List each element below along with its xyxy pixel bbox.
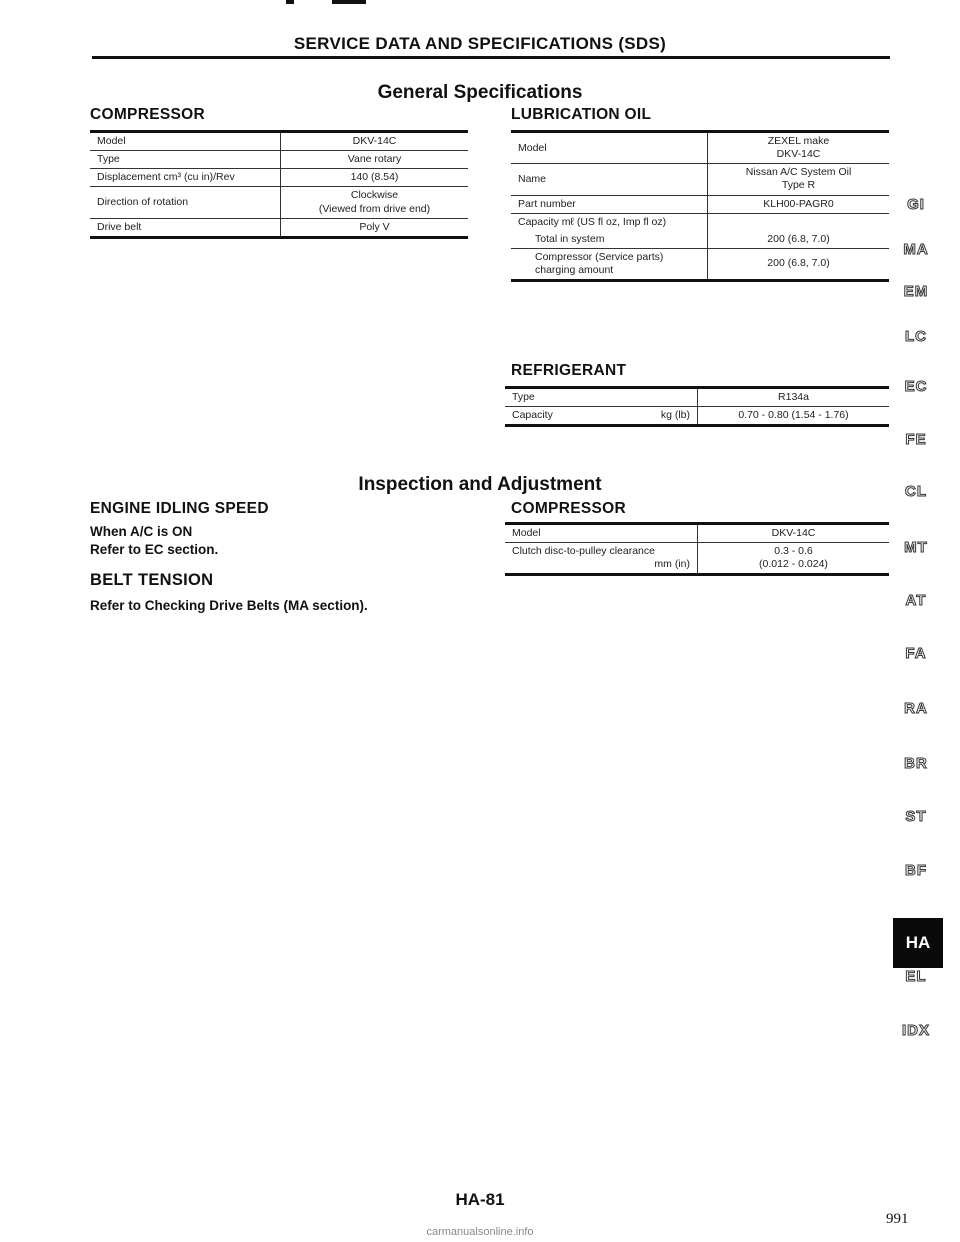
row-label: Drive belt xyxy=(90,218,281,237)
belt-tension-heading: BELT TENSION xyxy=(90,571,214,589)
table-row xyxy=(511,231,889,249)
page-title: SERVICE DATA AND SPECIFICATIONS (SDS) xyxy=(293,34,667,53)
row-value: DKV-14C xyxy=(281,132,469,151)
general-specifications-heading: General Specifications xyxy=(377,82,583,103)
row-label: Type xyxy=(505,388,698,407)
table-row xyxy=(505,543,889,575)
row-value: Clockwise (Viewed from drive end) xyxy=(281,187,469,218)
row-label xyxy=(505,407,698,426)
side-tab-ha-active[interactable]: HA xyxy=(893,918,943,968)
engine-idling-note-line1: When A/C is ON xyxy=(90,524,193,539)
table-row xyxy=(90,218,468,237)
row-value: Poly V xyxy=(281,218,469,237)
inspection-compressor-heading: COMPRESSOR xyxy=(511,500,626,517)
page-number: HA-81 xyxy=(455,1190,505,1209)
table-row xyxy=(511,213,889,231)
row-label: Model xyxy=(505,524,698,543)
row-value: R134a xyxy=(698,388,890,407)
engine-idling-speed-heading: ENGINE IDLING SPEED xyxy=(90,500,269,517)
table-row xyxy=(511,164,889,195)
row-value: Vane rotary xyxy=(281,151,469,169)
compressor-heading: COMPRESSOR xyxy=(90,106,205,123)
side-tab-el[interactable]: EL xyxy=(905,968,927,985)
clearance-label: Clutch disc-to-pulley clearance xyxy=(512,545,655,558)
refrigerant-heading: REFRIGERANT xyxy=(511,362,627,379)
capacity-unit: kg (lb) xyxy=(660,409,690,422)
side-tab-st[interactable]: ST xyxy=(905,808,927,825)
compressor-spec-table xyxy=(90,130,468,239)
row-label: Direction of rotation xyxy=(90,187,281,218)
table-row xyxy=(511,248,889,280)
row-value: 140 (8.54) xyxy=(281,169,469,187)
lubrication-oil-heading: LUBRICATION OIL xyxy=(511,106,652,123)
row-label: Model xyxy=(90,132,281,151)
side-tab-gi[interactable]: GI xyxy=(907,196,925,213)
engine-idling-note-line2: Refer to EC section. xyxy=(90,542,219,557)
row-label: Model xyxy=(511,132,708,164)
table-row xyxy=(505,407,889,426)
row-label: Capacity mℓ (US fl oz, Imp fl oz) xyxy=(511,213,708,231)
side-tab-ma[interactable]: MA xyxy=(903,241,929,258)
row-value: ZEXEL make DKV-14C xyxy=(708,132,890,164)
side-tab-idx[interactable]: IDX xyxy=(901,1022,930,1039)
row-label: Part number xyxy=(511,195,708,213)
side-tab-em[interactable]: EM xyxy=(903,283,929,300)
belt-tension-note: Refer to Checking Drive Belts (MA section). xyxy=(90,598,368,613)
side-tab-fe[interactable]: FE xyxy=(905,431,927,448)
side-tab-at[interactable]: AT xyxy=(905,592,927,609)
row-label: Displacement cm³ (cu in)/Rev xyxy=(90,169,281,187)
sheet-number: 991 xyxy=(886,1211,909,1227)
row-value: Nissan A/C System Oil Type R xyxy=(708,164,890,195)
row-label xyxy=(505,543,698,575)
row-value: 0.3 - 0.6 (0.012 - 0.024) xyxy=(698,543,890,575)
side-tab-cl[interactable]: CL xyxy=(905,483,927,500)
clearance-unit: mm (in) xyxy=(654,558,690,571)
row-label: Type xyxy=(90,151,281,169)
side-tab-fa[interactable]: FA xyxy=(905,645,927,662)
inspection-compressor-table xyxy=(505,522,889,576)
capacity-label: Capacity xyxy=(512,409,553,422)
row-value: DKV-14C xyxy=(698,524,890,543)
side-tab-lc[interactable]: LC xyxy=(905,328,927,345)
side-tab-ec[interactable]: EC xyxy=(904,378,928,395)
row-label: Name xyxy=(511,164,708,195)
table-row xyxy=(90,132,468,151)
table-row xyxy=(505,388,889,407)
row-value: 0.70 - 0.80 (1.54 - 1.76) xyxy=(698,407,890,426)
table-row xyxy=(90,151,468,169)
table-row xyxy=(90,187,468,218)
table-row xyxy=(511,132,889,164)
row-label: Compressor (Service parts) charging amount xyxy=(511,248,708,280)
inspection-adjustment-heading: Inspection and Adjustment xyxy=(358,474,602,495)
side-tab-br[interactable]: BR xyxy=(904,755,928,772)
lubrication-oil-table xyxy=(511,130,889,282)
table-row xyxy=(511,195,889,213)
title-rule xyxy=(92,56,890,59)
table-row xyxy=(505,524,889,543)
table-row xyxy=(90,169,468,187)
watermark-text: carmanualsonline.info xyxy=(426,1226,534,1238)
refrigerant-table xyxy=(505,386,889,427)
row-value: 200 (6.8, 7.0) xyxy=(708,231,890,249)
top-ink-marks xyxy=(286,0,366,6)
side-tab-ra[interactable]: RA xyxy=(904,700,928,717)
row-value: KLH00-PAGR0 xyxy=(708,195,890,213)
row-value: 200 (6.8, 7.0) xyxy=(708,248,890,280)
side-tab-bf[interactable]: BF xyxy=(905,862,927,879)
side-tab-mt[interactable]: MT xyxy=(904,539,928,556)
row-label: Total in system xyxy=(511,231,708,249)
